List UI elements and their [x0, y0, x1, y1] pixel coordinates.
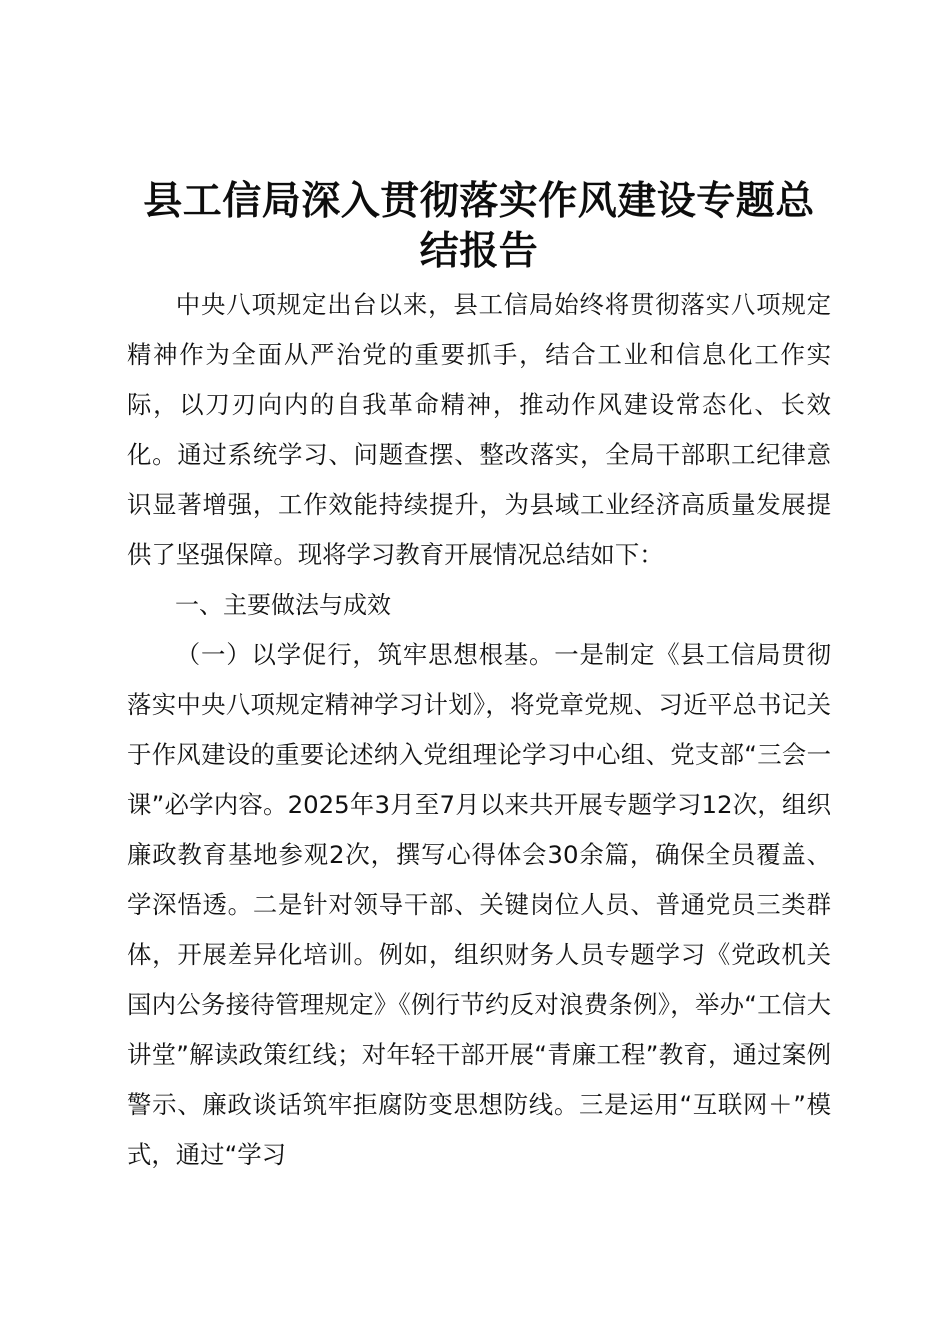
intro-paragraph: 中央八项规定出台以来，县工信局始终将贯彻落实八项规定精神作为全面从严治党的重要抓手，结合工业和信息化工作实际，以刀刃向内的自我革命精神，推动作风建设常态化、长效化。通过系统学习、问题查摆、整改落实，全局干部职工纪律意识显著增强，工作效能持续提升，为县域工业经济高质量发展提供了坚强保障。现将学习教育开展情况总结如下：: [127, 290, 831, 569]
document-body: [127, 280, 831, 1180]
section-paragraph: （一）以学促行，筑牢思想根基。一是制定《县工信局贯彻落实中央八项规定精神学习计划》，将党章党规、习近平总书记关于作风建设的重要论述纳入党组理论学习中心组、党支部“三会一课”必学内容。2025年3月至7月以来共开展专题学习12次，组织廉政教育基地参观2次，撰写心得体会30余篇，确保全员覆盖、学深悟透。二是针对领导干部、关键岗位人员、普通党员三类群体，开展差异化培训。例如，组织财务人员专题学习《党政机关国内公务接待管理规定》《例行节约反对浪费条例》，举办“工信大讲堂”解读政策红线；对年轻干部开展“青廉工程”教育，通过案例警示、廉政谈话筑牢拒腐防变思想防线。三是运用“互联网＋”模式，通过“学习: [127, 640, 831, 1169]
section-heading: 一、主要做法与成效: [175, 591, 391, 619]
document-title: 县工信局深入贯彻落实作风建设专题总结报告: [143, 178, 815, 274]
